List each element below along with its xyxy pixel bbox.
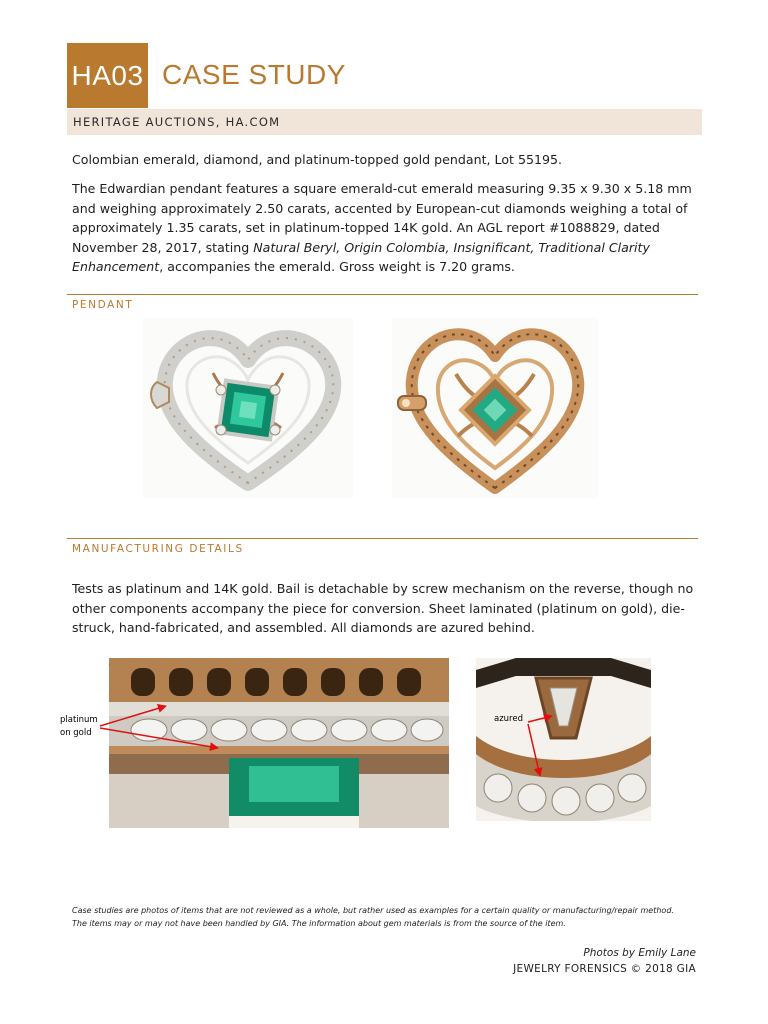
source-label: HERITAGE AUCTIONS, HA.COM <box>73 115 281 129</box>
azured-annotation: azured <box>494 714 523 724</box>
pendant-front-illustration <box>143 318 353 498</box>
section-heading-manufacturing: MANUFACTURING DETAILS <box>72 543 244 555</box>
section-divider <box>67 538 698 539</box>
side-detail-photo <box>109 658 449 828</box>
platinum-annotation-line1: platinum <box>60 715 98 725</box>
section-divider <box>67 294 698 295</box>
pendant-description <box>72 179 700 277</box>
page-title: CASE STUDY <box>162 59 346 90</box>
description-text: The Edwardian pendant features a square emerald-cut emerald measuring 9.35 x 9.30 x 5.18 mm and weighing approximately 2.50 carats, accented by European-cut diamonds weighing a total of approximately 1.35 carats, set in platinum-topped 14K gold. An AGL report #1088829, dated November 28, 2017, stating <box>72 181 692 255</box>
description-text-end: , accompanies the emerald. Gross weight is 7.20 grams. <box>159 259 515 274</box>
platinum-annotation-line2: on gold <box>60 728 92 738</box>
case-code-badge: HA03 <box>67 43 148 108</box>
lot-summary: Colombian emerald, diamond, and platinum-topped gold pendant, Lot 55195. <box>72 152 563 167</box>
azured-detail-photo <box>476 658 651 821</box>
side-detail-illustration <box>109 658 449 828</box>
disclaimer-line1: Case studies are photos of items that are not reviewed as a whole, but rather used as examples for a certain quality or manufacturing/repair method. <box>72 906 674 915</box>
disclaimer-note <box>72 905 708 930</box>
copyright-line: JEWELRY FORENSICS © 2018 GIA <box>513 963 696 975</box>
pendant-front-photo <box>143 318 353 498</box>
azured-detail-illustration <box>476 658 651 821</box>
source-band <box>67 109 702 135</box>
manufacturing-description: Tests as platinum and 14K gold. Bail is detachable by screw mechanism on the reverse, though no other components accompany the piece for conversion. Sheet laminated (platinum on gold), die-struck, hand-fabricated, and assembled. All diamonds are azured behind. <box>72 581 694 635</box>
pendant-reverse-photo <box>392 318 598 498</box>
section-heading-pendant: PENDANT <box>72 299 134 311</box>
platinum-annotation <box>60 714 98 740</box>
pendant-reverse-illustration <box>392 318 598 498</box>
disclaimer-line2: The items may or may not have been handled by GIA. The information about gem materials is from the source of the item. <box>72 918 566 928</box>
photo-credit: Photos by Emily Lane <box>583 947 696 959</box>
agl-report-findings: Natural Beryl, Origin Colombia, Insignificant, Traditional Clarity Enhancement <box>72 239 650 274</box>
